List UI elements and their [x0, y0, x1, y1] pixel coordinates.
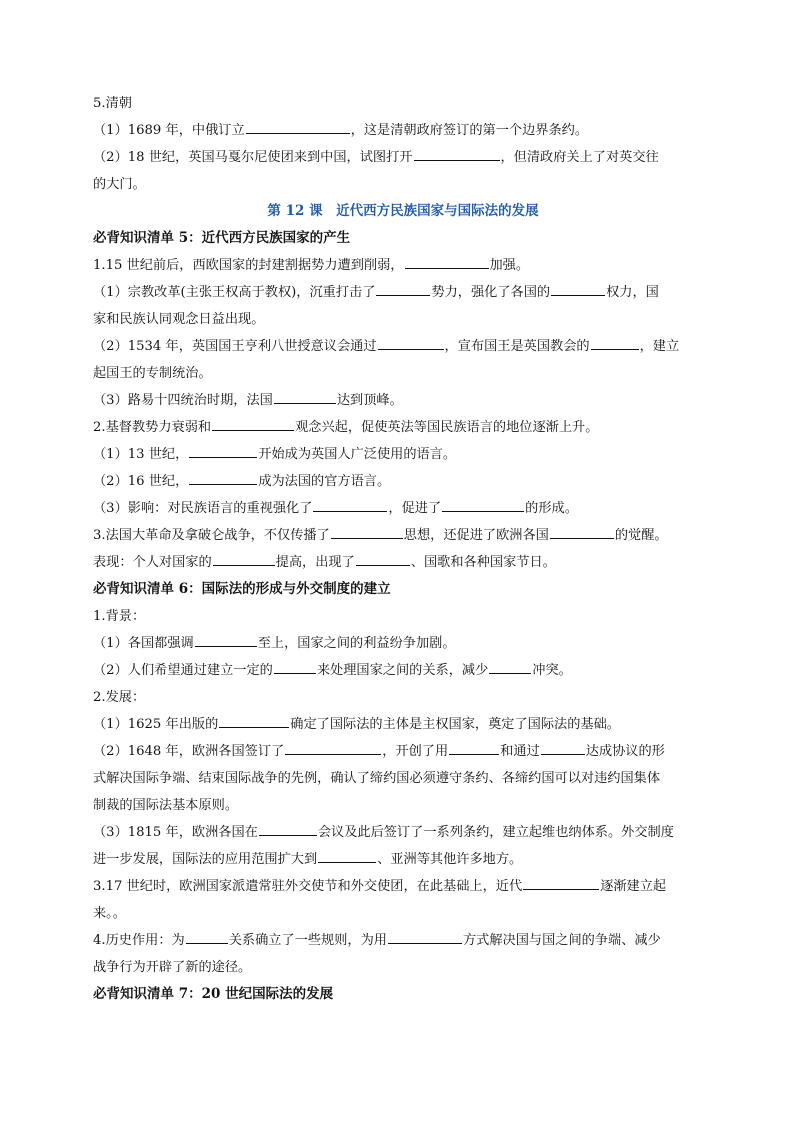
fill-blank[interactable] — [189, 472, 257, 485]
fill-blank[interactable] — [414, 148, 500, 161]
fill-line — [93, 846, 713, 873]
text: 2.基督教势力衰弱和 — [93, 420, 212, 435]
fill-blank[interactable] — [318, 850, 376, 863]
fill-blank[interactable] — [313, 499, 387, 512]
fill-line — [93, 441, 713, 468]
fill-blank[interactable] — [274, 391, 336, 404]
fill-line — [93, 333, 713, 360]
text: ，促进了 — [388, 501, 442, 516]
fill-blank[interactable] — [285, 742, 381, 755]
text: （2）1648 年，欧洲各国签订了 — [93, 744, 285, 759]
fill-blank[interactable] — [213, 553, 275, 566]
text: 开始成为英国人广泛使用的语言。 — [258, 447, 457, 462]
text: （2）人们希望通过建立一定的 — [93, 663, 273, 678]
text-line: 起国王的专制统治。 — [93, 366, 212, 381]
fill-blank[interactable] — [591, 337, 639, 350]
text: （1）宗教改革(主张王权高于教权)，沉重打击了 — [93, 285, 376, 300]
text: 3.17 世纪时，欧洲国家派遣常驻外交使节和外交使团，在此基础上，近代 — [93, 879, 523, 894]
fill-blank[interactable] — [274, 661, 316, 674]
fill-line — [93, 414, 713, 441]
text-line: 来。。 — [93, 906, 126, 921]
text: 关系确立了一些规则，为用 — [228, 933, 387, 948]
text: 、亚洲等其他许多地方。 — [377, 852, 523, 867]
text: 的觉醒。 — [614, 528, 668, 543]
text: ，但清政府关上了对英交往 — [500, 150, 659, 165]
text: ，宣布国王是英国教会的 — [444, 339, 590, 354]
text: （2）18 世纪，英国马戛尔尼使团来到中国，试图打开 — [93, 150, 413, 165]
text: 达到顶峰。 — [336, 393, 403, 408]
fill-blank[interactable] — [331, 526, 403, 539]
fill-blank[interactable] — [405, 256, 489, 269]
fill-blank[interactable] — [356, 553, 410, 566]
text-line: 的大门。 — [93, 177, 146, 192]
text: 权力，国 — [606, 285, 659, 300]
text: 表现：个人对国家的 — [93, 555, 212, 570]
fill-blank[interactable] — [376, 283, 430, 296]
fill-line — [93, 387, 713, 414]
fill-blank[interactable] — [219, 715, 289, 728]
text: （1）13 世纪， — [93, 447, 189, 462]
fill-blank[interactable] — [246, 121, 350, 134]
fill-blank[interactable] — [212, 418, 294, 431]
fill-blank[interactable] — [449, 742, 499, 755]
fill-line — [93, 819, 713, 846]
text: 4.历史作用：为 — [93, 933, 185, 948]
text: ，建立 — [639, 339, 680, 354]
section-heading: 必背知识清单 5：近代西方民族国家的产生 — [93, 230, 351, 246]
fill-line — [93, 279, 713, 306]
text: （3）1815 年，欧洲各国在 — [93, 825, 258, 840]
fill-line — [93, 522, 713, 549]
text-line: 2.发展： — [93, 690, 146, 705]
text: 加强。 — [489, 258, 530, 273]
prev-heading: 5.清朝 — [93, 96, 132, 111]
text: 成为法国的官方语言。 — [258, 474, 391, 489]
text: （1）1625 年出版的 — [93, 717, 219, 732]
text: 确定了国际法的主体是主权国家，奠定了国际法的基础。 — [290, 717, 620, 732]
text: 冲突。 — [532, 663, 572, 678]
text: （3）路易十四统治时期，法国 — [93, 393, 273, 408]
fill-blank[interactable] — [378, 337, 444, 350]
fill-line — [93, 711, 713, 738]
text: 进一步发展，国际法的应用范围扩大到 — [93, 852, 318, 867]
lesson-title: 第 12 课 近代西方民族国家与国际法的发展 — [267, 203, 539, 219]
text-line: 家和民族认同观念日益出现。 — [93, 312, 265, 327]
fill-blank[interactable] — [550, 526, 614, 539]
fill-blank[interactable] — [189, 445, 257, 458]
fill-line — [93, 144, 713, 171]
fill-line — [93, 873, 713, 900]
fill-line — [93, 630, 713, 657]
text: 势力，强化了各国的 — [431, 285, 551, 300]
text: 1.15 世纪前后，西欧国家的封建割据势力遭到削弱， — [93, 258, 404, 273]
fill-line — [93, 468, 713, 495]
text-line: 1.背景： — [93, 609, 146, 624]
text: （1）1689 年，中俄订立 — [93, 123, 245, 138]
text: 达成协议的形 — [585, 744, 665, 759]
fill-blank[interactable] — [523, 877, 599, 890]
fill-blank[interactable] — [388, 931, 462, 944]
text: 、国歌和各种国家节日。 — [410, 555, 556, 570]
fill-blank[interactable] — [489, 661, 531, 674]
text: 3.法国大革命及拿破仑战争，不仅传播了 — [93, 528, 330, 543]
fill-line — [93, 927, 713, 954]
text: （2）1534 年，英国国王亨利八世授意议会通过 — [93, 339, 377, 354]
fill-blank[interactable] — [195, 634, 257, 647]
text: 观念兴起，促使英法等国民族语言的地位逐渐上升。 — [295, 420, 599, 435]
text: ，开创了用 — [382, 744, 449, 759]
fill-line — [93, 495, 713, 522]
text: 至上，国家之间的利益纷争加剧。 — [257, 636, 456, 651]
fill-blank[interactable] — [186, 931, 228, 944]
fill-line — [93, 252, 713, 279]
fill-blank[interactable] — [551, 283, 605, 296]
document-page — [93, 90, 713, 1008]
fill-line — [93, 549, 713, 576]
text: 提高，出现了 — [275, 555, 355, 570]
fill-blank[interactable] — [259, 823, 317, 836]
section-heading: 必背知识清单 6：国际法的形成与外交制度的建立 — [93, 581, 391, 597]
fill-blank[interactable] — [442, 499, 524, 512]
text: 会议及此后签订了一系列条约，建立起维也纳体系。外交制度 — [317, 825, 674, 840]
text: （1）各国都强调 — [93, 636, 194, 651]
text: 逐渐建立起 — [600, 879, 667, 894]
text: ，这是清朝政府签订的第一个边界条约。 — [350, 123, 589, 138]
section-heading: 必背知识清单 7：20 世纪国际法的发展 — [93, 986, 334, 1002]
text: 方式解决国与国之间的争端、减少 — [462, 933, 661, 948]
fill-blank[interactable] — [541, 742, 585, 755]
text-line: 战争行为开辟了新的途径。 — [93, 960, 252, 975]
text: 来处理国家之间的关系，减少 — [316, 663, 489, 678]
text-line: 式解决国际争端、结束国际战争的先例，确认了缔约国必须遵守条约、各缔约国可以对违约国集体 — [93, 771, 661, 786]
text-line: 制裁的国际法基本原则。 — [93, 798, 239, 813]
fill-line — [93, 738, 713, 765]
text: （2）16 世纪， — [93, 474, 189, 489]
text: （3）影响：对民族语言的重视强化了 — [93, 501, 313, 516]
text: 思想，还促进了欧洲各国 — [403, 528, 549, 543]
fill-line — [93, 657, 713, 684]
text: 和通过 — [500, 744, 540, 759]
fill-line — [93, 117, 713, 144]
text: 的形成。 — [525, 501, 578, 516]
